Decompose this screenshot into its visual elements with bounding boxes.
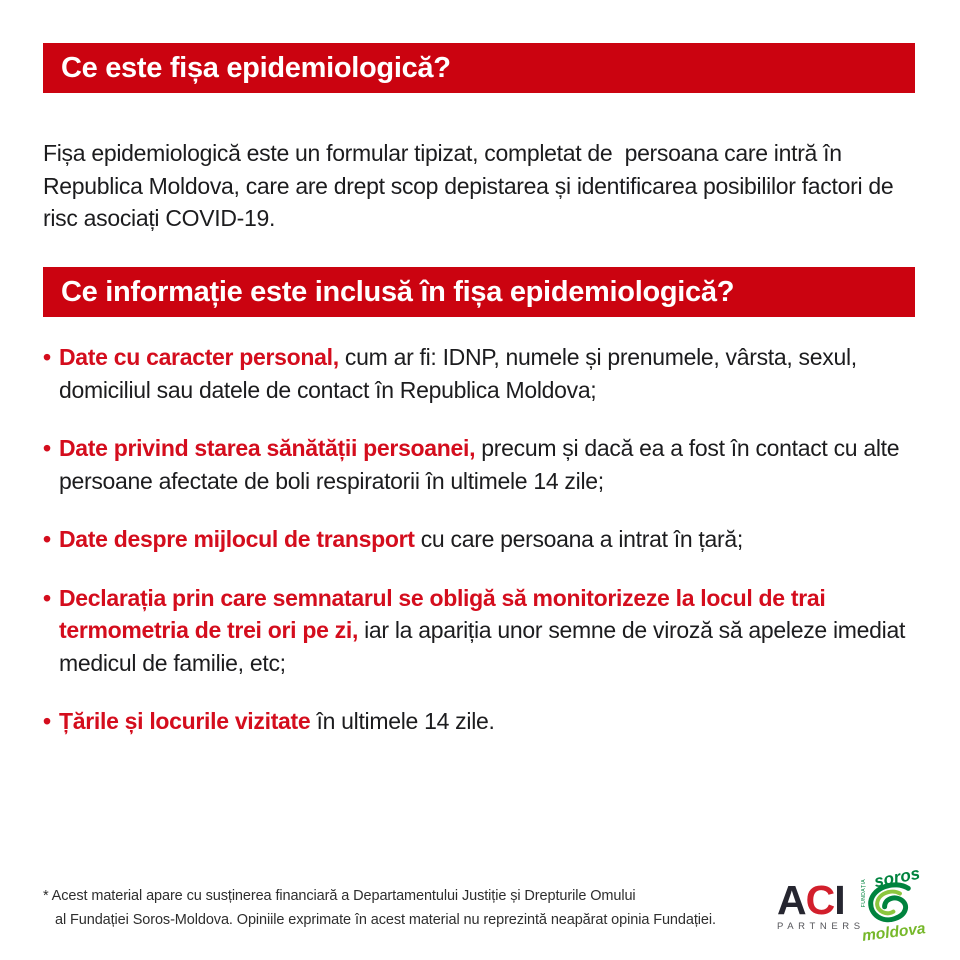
section2-bullet-list (43, 341, 929, 764)
list-item-lead: Date despre mijlocul de transport (59, 526, 415, 552)
list-item-lead: Date cu caracter personal, (59, 344, 339, 370)
list-item (43, 705, 929, 738)
moldova-wordmark: moldova (861, 920, 927, 945)
aci-partners-label: PARTNERS (777, 921, 865, 932)
footnote-line-1: * Acest material apare cu susținerea financiară a Departamentului Justiție și Drepturile Omului (43, 888, 636, 904)
bullet-icon: • (43, 584, 51, 611)
list-item-text (59, 341, 929, 406)
list-item-rest: cu care persoana a intrat în țară; (414, 526, 743, 552)
aci-letter-i: I (834, 877, 845, 923)
list-item-text (59, 523, 929, 556)
list-item (43, 341, 929, 406)
section2-title: Ce informație este inclusă în fișa epidemiologică? (61, 275, 735, 308)
bullet-icon: • (43, 344, 51, 370)
soros-swirl-icon (863, 879, 916, 925)
list-item (43, 523, 929, 556)
list-item (43, 432, 929, 497)
list-item-rest: precum și dacă ea a fost în contact cu alte persoane afectate de boli respiratorii în ultimele 14 zile; (59, 435, 900, 494)
footnote-line-2: al Fundației Soros-Moldova. Opiniile exprimate în acest material nu reprezintă neapărat opinia Fundației. (55, 912, 716, 928)
soros-fundatia-label: FUNDAȚIA (861, 879, 867, 908)
bullet-icon: • (43, 435, 51, 461)
aci-letter-c: C (805, 877, 835, 923)
aci-letter-a: A (777, 877, 806, 923)
section1-title-banner (43, 43, 915, 93)
list-item-rest: iar la apariția unor semne de viroză să apeleze imediat medicul de familie, etc; (59, 617, 906, 676)
bullet-icon: • (43, 526, 51, 552)
soros-wordmark: soros (872, 863, 922, 892)
aci-logo-letters (777, 877, 865, 923)
section1-title: Ce este fișa epidemiologică? (61, 51, 451, 84)
list-item (43, 582, 929, 680)
list-item-text (59, 432, 929, 497)
list-item-rest: cum ar fi: IDNP, numele și prenumele, vârsta, sexul, domiciliul sau datele de contact în Republica Moldova; (59, 344, 857, 403)
soros-moldova-logo (858, 863, 930, 945)
list-item-lead: Date privind starea sănătății persoanei, (59, 435, 476, 461)
disclaimer-footnote (43, 884, 743, 932)
list-item-text (59, 582, 929, 680)
list-item-lead: Țările și locurile vizitate (59, 708, 311, 734)
aci-partners-logo (777, 877, 865, 932)
section2-title-banner (43, 267, 915, 317)
list-item-rest: în ultimele 14 zile. (310, 708, 495, 734)
list-item-lead: Declarația prin care semnatarul se obligă să monitorizeze la locul de trai termometria de trei ori pe zi, (59, 584, 826, 643)
section1-body-paragraph: Fișa epidemiologică este un formular tipizat, completat de persoana care intră în Republica Moldova, care are drept scop depistarea și identificarea posibililor factori de risc asociați COVID-19. (43, 140, 900, 231)
list-item-text (59, 705, 929, 738)
bullet-icon: • (43, 708, 51, 734)
